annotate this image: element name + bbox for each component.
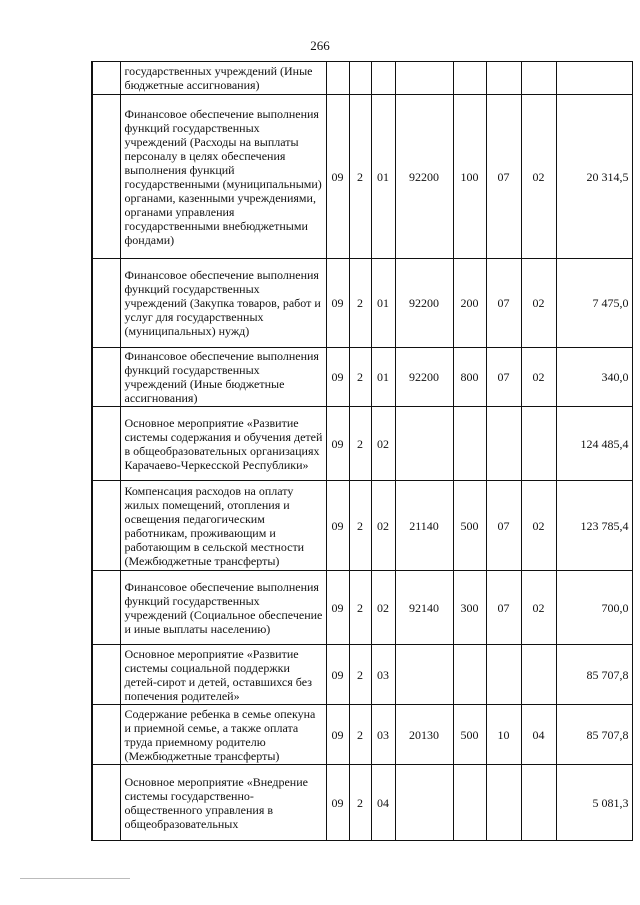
code-cell: 21140 [395,481,453,571]
code-cell: 2 [349,645,371,705]
amount-cell: 340,0 [556,348,632,407]
name-cell: государственных учреждений (Иные бюджетные ассигнования) [120,62,326,95]
table-row [92,571,632,645]
code-cell: 09 [326,765,349,841]
row-index-cell [92,95,120,259]
code-cell [395,407,453,481]
code-cell: 300 [453,571,486,645]
code-cell: 09 [326,95,349,259]
code-cell: 09 [326,259,349,348]
code-cell: 09 [326,705,349,765]
code-cell: 07 [486,95,521,259]
code-cell: 02 [521,95,556,259]
code-cell: 01 [371,95,395,259]
code-cell: 92200 [395,259,453,348]
row-index-cell [92,407,120,481]
name-cell: Компенсация расходов на оплату жилых помещений, отопления и освещения педагогическим работникам, проживающим и работающим в сельской местности (Межбюджетные трансферты) [120,481,326,571]
code-cell: 500 [453,705,486,765]
name-cell: Основное мероприятие «Развитие системы социальной поддержки детей-сирот и детей, оставшихся без попечения родителей» [120,645,326,705]
table-row [92,62,632,95]
row-index-cell [92,62,120,95]
table-row [92,407,632,481]
amount-cell: 85 707,8 [556,645,632,705]
amount-cell: 85 707,8 [556,705,632,765]
amount-cell: 124 485,4 [556,407,632,481]
row-index-cell [92,481,120,571]
code-cell [521,62,556,95]
amount-cell: 20 314,5 [556,95,632,259]
code-cell: 200 [453,259,486,348]
scan-artifact-line [20,878,130,879]
table-row [92,348,632,407]
code-cell: 07 [486,481,521,571]
code-cell: 01 [371,348,395,407]
row-index-cell [92,571,120,645]
name-cell: Основное мероприятие «Внедрение системы государственно-общественного управления в общеобразовательных [120,765,326,841]
budget-table [91,61,633,841]
page-number: 266 [310,38,330,53]
code-cell: 02 [371,571,395,645]
row-index-cell [92,259,120,348]
code-cell: 10 [486,705,521,765]
code-cell: 07 [486,571,521,645]
amount-cell [556,62,632,95]
code-cell: 2 [349,765,371,841]
row-index-cell [92,348,120,407]
table-row [92,95,632,259]
code-cell: 09 [326,571,349,645]
row-index-cell [92,765,120,841]
code-cell [453,407,486,481]
code-cell: 09 [326,348,349,407]
amount-cell: 700,0 [556,571,632,645]
code-cell: 02 [371,481,395,571]
code-cell: 100 [453,95,486,259]
code-cell: 02 [521,348,556,407]
code-cell: 02 [371,407,395,481]
name-cell: Основное мероприятие «Развитие системы содержания и обучения детей в общеобразовательных организациях Карачаево-Черкесской Республики» [120,407,326,481]
code-cell: 92200 [395,348,453,407]
name-cell: Финансовое обеспечение выполнения функций государственных учреждений (Социальное обеспечение и иные выплаты населению) [120,571,326,645]
code-cell: 02 [521,571,556,645]
code-cell: 09 [326,407,349,481]
code-cell [521,765,556,841]
code-cell [453,62,486,95]
code-cell: 02 [521,259,556,348]
code-cell: 03 [371,645,395,705]
code-cell [453,765,486,841]
code-cell: 92140 [395,571,453,645]
code-cell [486,407,521,481]
code-cell: 2 [349,705,371,765]
code-cell: 01 [371,259,395,348]
table-row [92,259,632,348]
name-cell: Финансовое обеспечение выполнения функций государственных учреждений (Расходы на выплаты персоналу в целях обеспечения выполнения функций государственными (муниципальными) органами, казенными учреждениями, органами управления государственными внебюджетными фондами) [120,95,326,259]
budget-table-body [92,62,632,841]
code-cell [521,407,556,481]
code-cell: 09 [326,645,349,705]
code-cell [371,62,395,95]
code-cell: 02 [521,481,556,571]
code-cell: 2 [349,407,371,481]
amount-cell: 5 081,3 [556,765,632,841]
table-row [92,765,632,841]
table-row [92,705,632,765]
name-cell: Финансовое обеспечение выполнения функций государственных учреждений (Иные бюджетные ассигнования) [120,348,326,407]
code-cell: 2 [349,481,371,571]
row-index-cell [92,645,120,705]
code-cell: 800 [453,348,486,407]
name-cell: Финансовое обеспечение выполнения функций государственных учреждений (Закупка товаров, работ и услуг для государственных (муниципальных) нужд) [120,259,326,348]
code-cell: 09 [326,481,349,571]
code-cell [486,62,521,95]
code-cell [395,765,453,841]
table-row [92,481,632,571]
code-cell [349,62,371,95]
code-cell [486,645,521,705]
code-cell: 2 [349,571,371,645]
code-cell [326,62,349,95]
code-cell: 03 [371,705,395,765]
code-cell: 04 [371,765,395,841]
row-index-cell [92,705,120,765]
amount-cell: 7 475,0 [556,259,632,348]
code-cell: 04 [521,705,556,765]
code-cell: 20130 [395,705,453,765]
code-cell: 2 [349,259,371,348]
code-cell: 500 [453,481,486,571]
code-cell [521,645,556,705]
table-row [92,645,632,705]
code-cell [453,645,486,705]
code-cell [486,765,521,841]
amount-cell: 123 785,4 [556,481,632,571]
code-cell: 92200 [395,95,453,259]
name-cell: Содержание ребенка в семье опекуна и приемной семье, а также оплата труда приемному родителю (Межбюджетные трансферты) [120,705,326,765]
code-cell: 07 [486,348,521,407]
code-cell: 2 [349,348,371,407]
code-cell [395,645,453,705]
code-cell [395,62,453,95]
code-cell: 2 [349,95,371,259]
code-cell: 07 [486,259,521,348]
